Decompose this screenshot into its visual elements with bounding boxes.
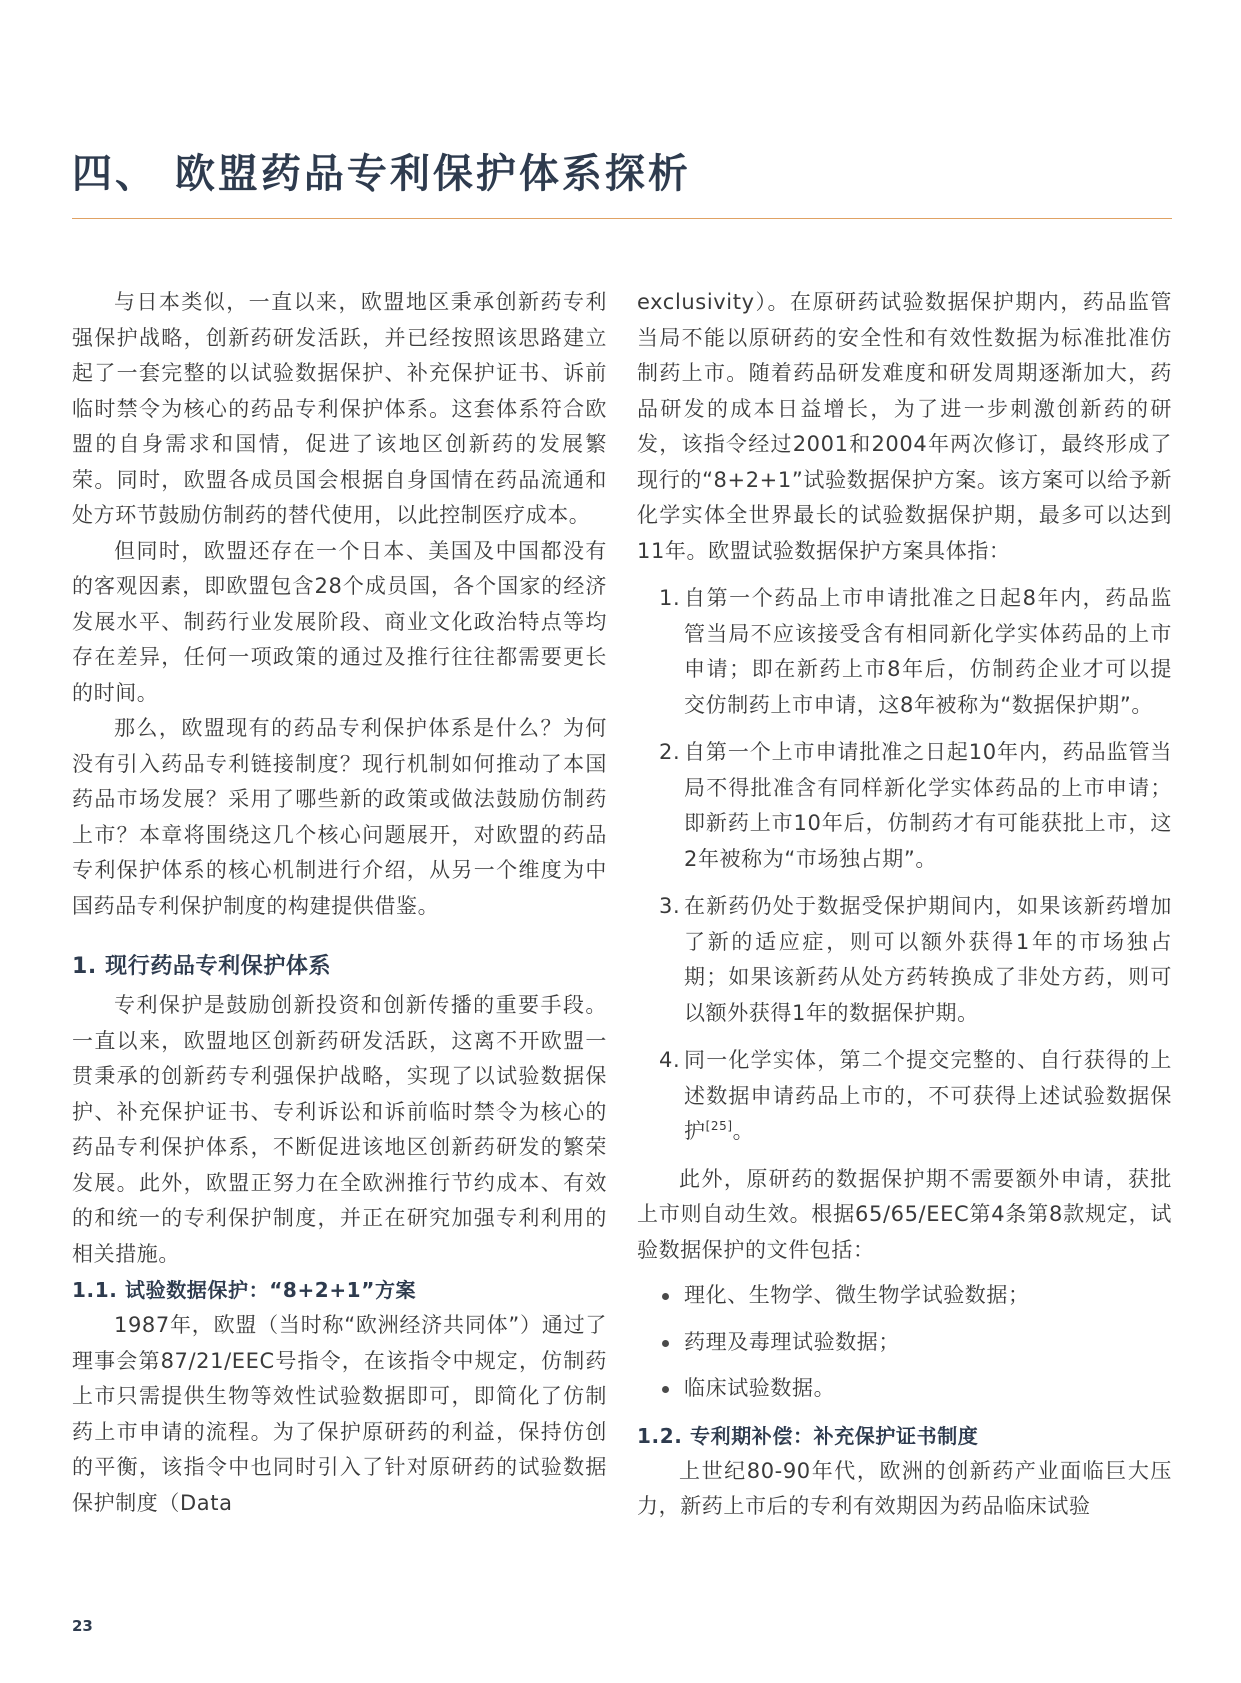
bullet-icon	[662, 1340, 669, 1347]
section-heading-1: 1. 现行药品专利保护体系	[72, 954, 332, 979]
page-title: 四、 欧盟药品专利保护体系探析	[72, 151, 691, 197]
bullet-icon	[662, 1293, 669, 1300]
list-number: 4.	[659, 1048, 681, 1072]
page-number: 23	[72, 1617, 93, 1635]
list-item-text: 在新药仍处于数据受保护期间内，如果该新药增加了新的适应症，则可以额外获得1年的市场独占期；如果该新药从处方药转换成了非处方药，则可以额外获得1年的数据保护期。	[684, 894, 1172, 1025]
title-divider	[72, 218, 1172, 219]
list-item-text: 自第一个上市申请批准之日起10年内，药品监管当局不得批准含有同样新化学实体药品的上市申请；即新药上市10年后，仿制药才有可能获批上市，这2年被称为“市场独占期”。	[684, 740, 1172, 871]
intro-paragraph-2: 但同时，欧盟还存在一个日本、美国及中国都没有的客观因素，即欧盟包含28个成员国，各个国家的经济发展水平、制药行业发展阶段、商业文化政治特点等均存在差异，任何一项政策的通过及推行往往都需要更长的时间。	[72, 538, 607, 705]
bullet-icon	[662, 1386, 669, 1393]
list-item-text: 自第一个药品上市申请批准之日起8年内，药品监管当局不应该接受含有相同新化学实体药品的上市申请；即在新药上市8年后，仿制药企业才可以提交仿制药上市申请，这8年被称为“数据保护期”。	[684, 586, 1172, 717]
list-item-tail: 。	[732, 1119, 755, 1143]
subsection-1-1-paragraph: 1987年，欧盟（当时称“欧洲经济共同体”）通过了理事会第87/21/EEC号指令，在该指令中规定，仿制药上市只需提供生物等效性试验数据即可，即简化了仿制药上市申请的流程。为了保护原研药的利益，保持仿创的平衡，该指令中也同时引入了针对原研药的试验数据保护制度（Data	[72, 1313, 607, 1515]
subsection-heading-1-1: 1.1. 试验数据保护：“8+2+1”方案	[72, 1278, 417, 1302]
after-list-paragraph: 此外，原研药的数据保护期不需要额外申请，获批上市则自动生效。根据65/65/EEC第4条第8款规定，试验数据保护的文件包括：	[637, 1166, 1172, 1262]
bullet-item	[637, 1278, 1172, 1314]
bullet-text: 药理及毒理试验数据；	[684, 1329, 900, 1354]
list-number: 3.	[659, 894, 681, 918]
continued-paragraph: exclusivity）。在原研药试验数据保护期内，药品监管当局不能以原研药的安全性和有效性数据为标准批准仿制药上市。随着药品研发难度和研发周期逐渐加大，药品研发的成本日益增长，为了进一步刺激创新药的研发，该指令经过2001和2004年两次修订，最终形成了现行的“8+2+1”试验数据保护方案。该方案可以给予新化学实体全世界最长的试验数据保护期，最多可以达到11年。欧盟试验数据保护方案具体指：	[637, 290, 1172, 563]
list-number: 2.	[659, 740, 681, 764]
subsection-1-2-paragraph: 上世纪80-90年代，欧洲的创新药产业面临巨大压力，新药上市后的专利有效期因为药品临床试验	[637, 1458, 1172, 1518]
numbered-list	[637, 581, 1172, 1150]
bullet-list	[637, 1278, 1172, 1407]
list-item	[637, 581, 1172, 723]
list-item	[637, 1043, 1172, 1150]
intro-paragraph-1: 与日本类似，一直以来，欧盟地区秉承创新药专利强保护战略，创新药研发活跃，并已经按照该思路建立起了一套完整的以试验数据保护、补充保护证书、诉前临时禁令为核心的药品专利保护体系。这套体系符合欧盟的自身需求和国情，促进了该地区创新药的发展繁荣。同时，欧盟各成员国会根据自身国情在药品流通和处方环节鼓励仿制药的替代使用，以此控制医疗成本。	[72, 290, 607, 527]
list-item	[637, 889, 1172, 1031]
list-item	[637, 735, 1172, 877]
bullet-text: 临床试验数据。	[684, 1376, 836, 1400]
left-column	[72, 285, 607, 1521]
bullet-text: 理化、生物学、微生物学试验数据；	[684, 1283, 1030, 1307]
right-column	[637, 285, 1172, 1525]
intro-paragraph-3: 那么，欧盟现有的药品专利保护体系是什么？为何没有引入药品专利链接制度？现行机制如何推动了本国药品市场发展？采用了哪些新的政策或做法鼓励仿制药上市？本章将围绕这几个核心问题展开，对欧盟的药品专利保护体系的核心机制进行介绍，从另一个维度为中国药品专利保护制度的构建提供借鉴。	[72, 716, 607, 918]
list-item-text: 同一化学实体，第二个提交完整的、自行获得的上述数据申请药品上市的，不可获得上述试验数据保护	[684, 1048, 1172, 1143]
list-number: 1.	[659, 586, 681, 610]
bullet-item	[637, 1371, 1172, 1407]
bullet-item	[637, 1325, 1172, 1361]
section-1-paragraph: 专利保护是鼓励创新投资和创新传播的重要手段。一直以来，欧盟地区创新药研发活跃，这离不开欧盟一贯秉承的创新药专利强保护战略，实现了以试验数据保护、补充保护证书、专利诉讼和诉前临时禁令为核心的药品专利保护体系，不断促进该地区创新药研发的繁荣发展。此外，欧盟正努力在全欧洲推行节约成本、有效的和统一的专利保护制度，并正在研究加强专利利用的相关措施。	[72, 993, 607, 1266]
subsection-heading-1-2: 1.2. 专利期补偿：补充保护证书制度	[637, 1423, 979, 1448]
citation-ref[interactable]: [25]	[705, 1119, 733, 1133]
